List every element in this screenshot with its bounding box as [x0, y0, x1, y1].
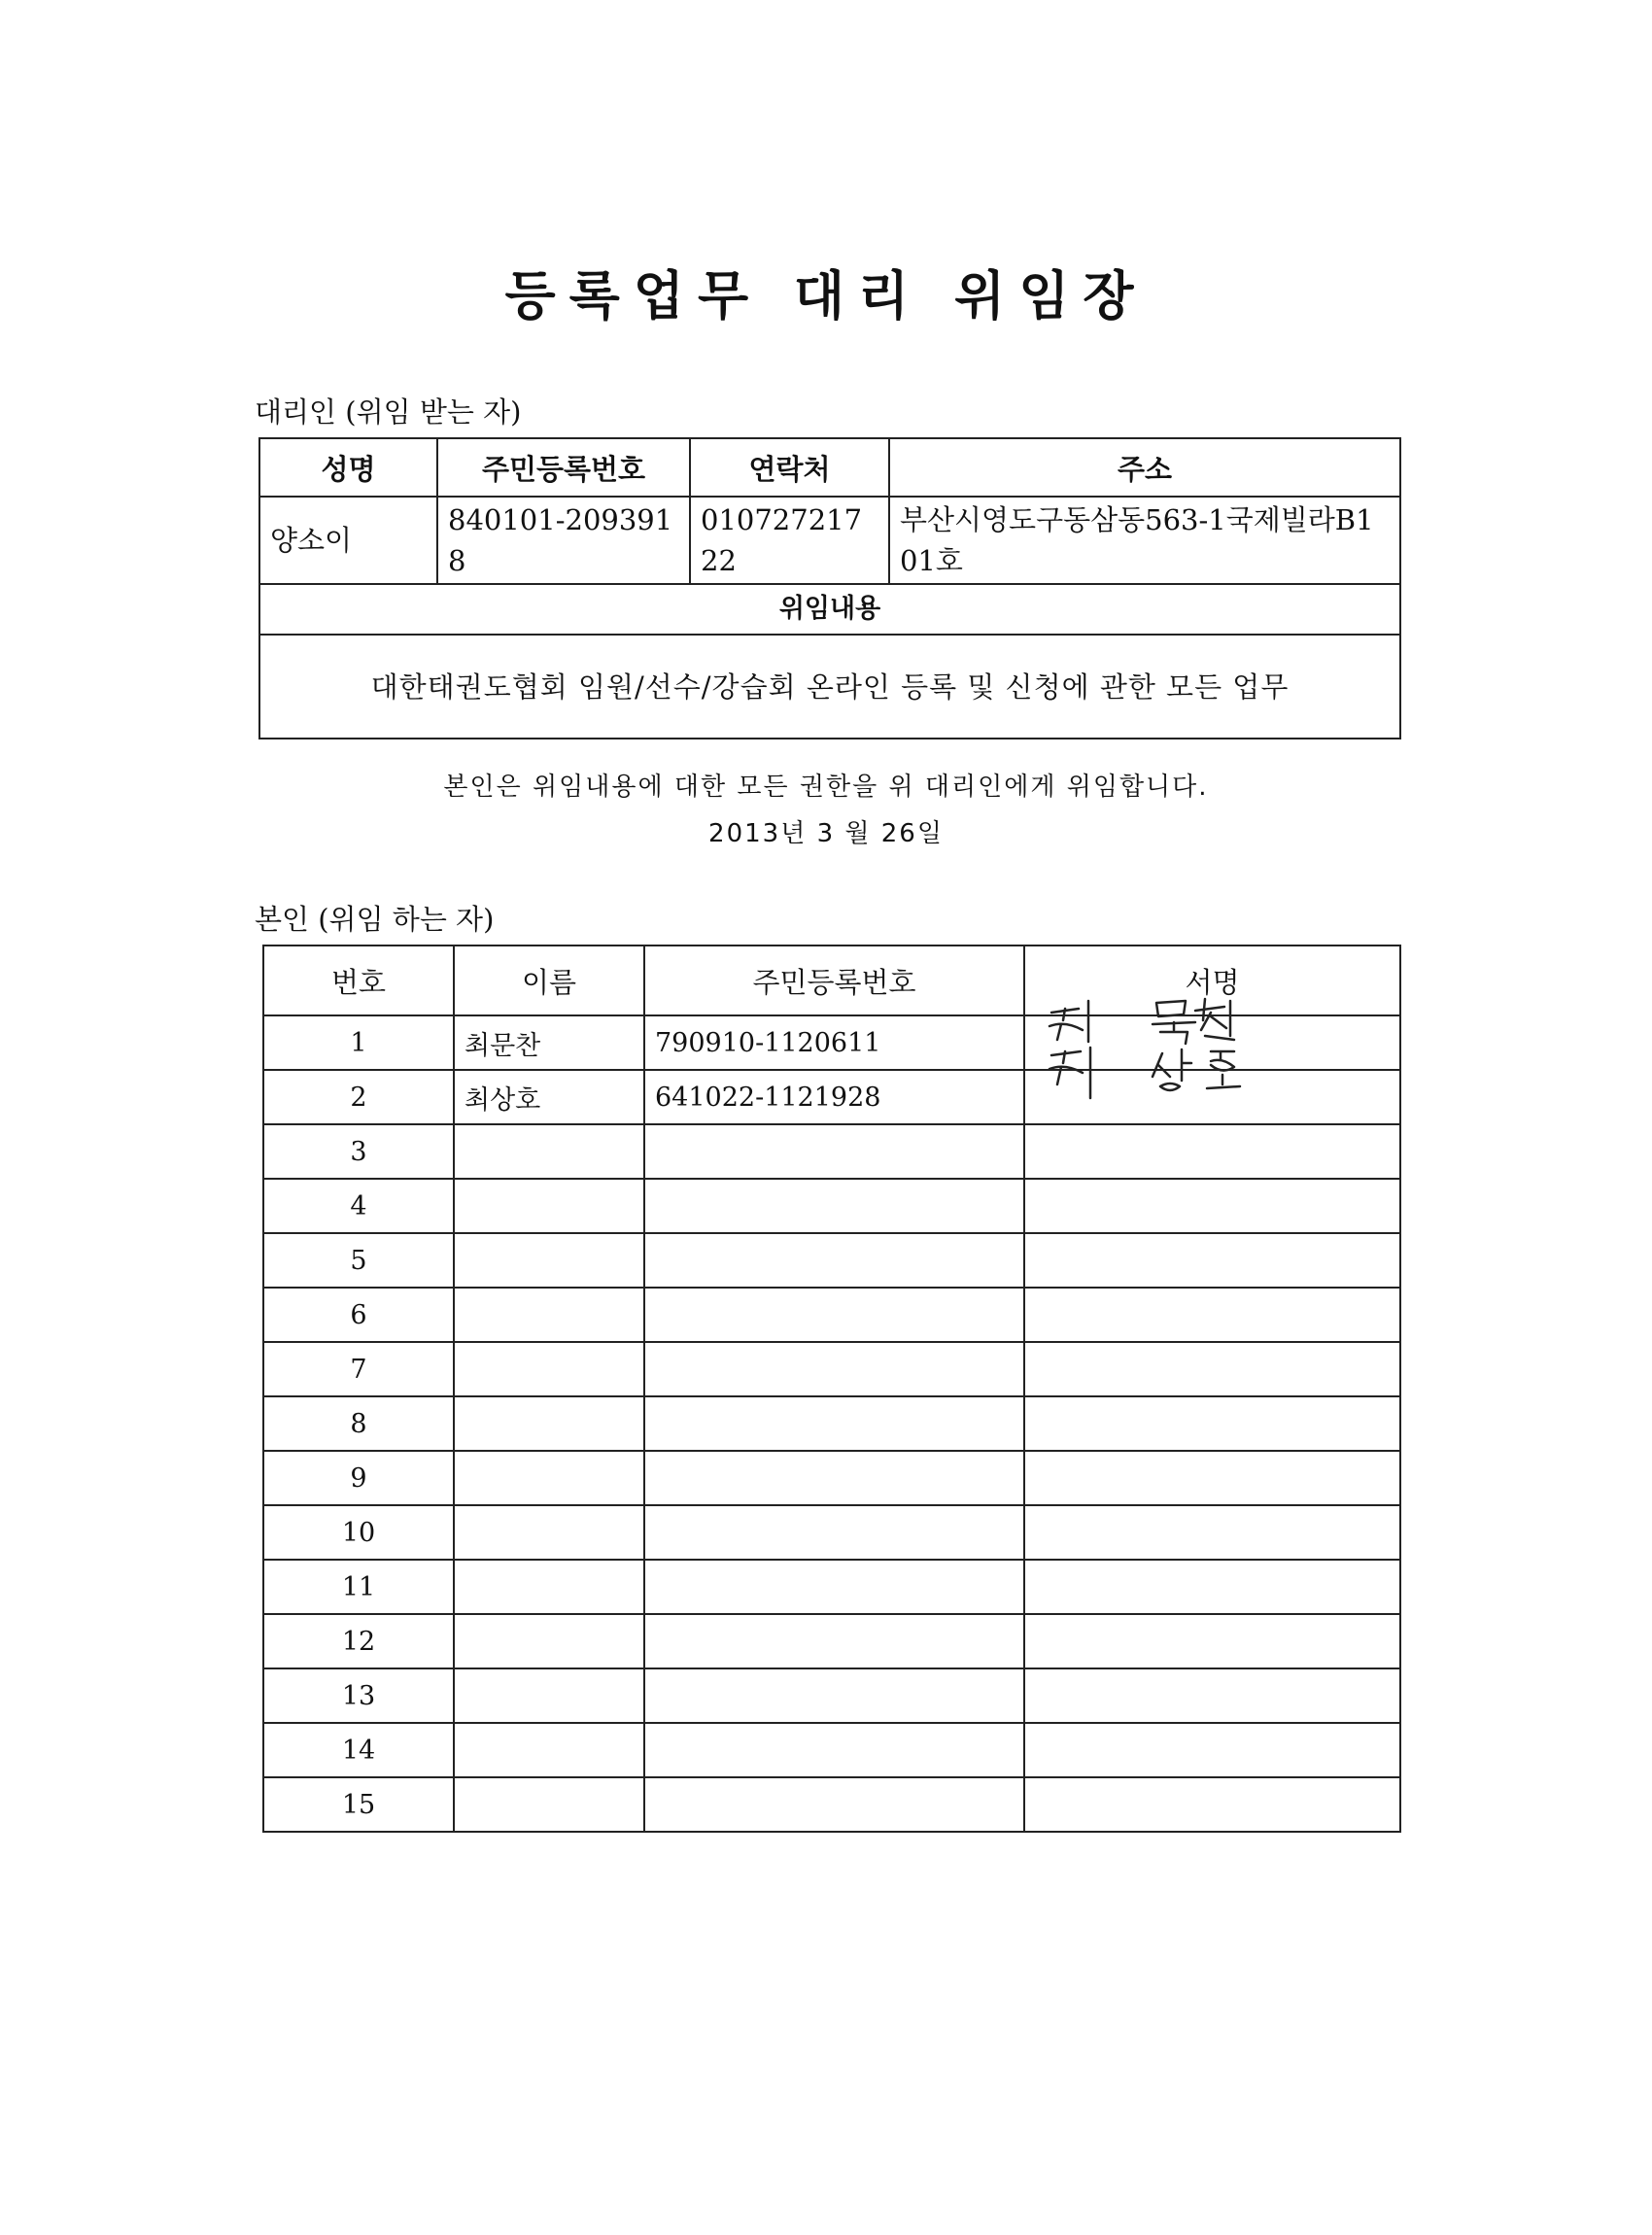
principal-signature — [1024, 1124, 1400, 1179]
principal-header-number: 번호 — [263, 946, 454, 1015]
principal-row — [263, 1777, 1400, 1832]
agent-header-address: 주소 — [889, 438, 1400, 497]
principal-signature-text — [1035, 1206, 1036, 1207]
principal-signature — [1024, 1233, 1400, 1288]
principal-number: 4 — [263, 1179, 454, 1233]
principal-signature — [1024, 1777, 1400, 1832]
principal-signature-text — [1035, 1696, 1036, 1697]
principal-header-resident-no: 주민등록번호 — [644, 946, 1024, 1015]
principal-name — [454, 1668, 644, 1723]
principal-signature-text — [1035, 1532, 1036, 1533]
principal-resident-no — [644, 1396, 1024, 1451]
principal-resident-no: 790910-1120611 — [644, 1015, 1024, 1070]
signature-stroke-2b — [1153, 1049, 1240, 1090]
mandate-content: 대한태권도협회 임원/선수/강습회 온라인 등록 및 신청에 관한 모든 업무 — [259, 635, 1400, 739]
principal-number: 15 — [263, 1777, 454, 1832]
principal-signature — [1024, 1505, 1400, 1560]
principal-name — [454, 1233, 644, 1288]
principal-number: 11 — [263, 1560, 454, 1614]
principal-row — [263, 1179, 1400, 1233]
principal-number: 9 — [263, 1451, 454, 1505]
principal-name — [454, 1723, 644, 1777]
principal-signature-text — [1035, 1750, 1036, 1751]
principal-row — [263, 1614, 1400, 1668]
mandate-content-row — [259, 635, 1400, 739]
principal-name — [454, 1396, 644, 1451]
principal-row — [263, 1288, 1400, 1342]
principal-name — [454, 1451, 644, 1505]
principal-signature — [1024, 1451, 1400, 1505]
principal-signature-text — [1035, 1478, 1036, 1479]
principal-resident-no — [644, 1777, 1024, 1832]
principal-name — [454, 1342, 644, 1396]
principal-signature-text — [1035, 1587, 1036, 1588]
principal-name: 최상호 — [454, 1070, 644, 1124]
principal-signature — [1024, 1288, 1400, 1342]
principal-row — [263, 1668, 1400, 1723]
principal-signature — [1024, 1342, 1400, 1396]
agent-name: 양소이 — [259, 497, 437, 584]
principal-resident-no — [644, 1505, 1024, 1560]
agent-table — [258, 437, 1401, 739]
principal-resident-no — [644, 1451, 1024, 1505]
principal-resident-no — [644, 1668, 1024, 1723]
principal-row — [263, 1233, 1400, 1288]
principal-signature — [1024, 1614, 1400, 1668]
signature-stroke-1b — [1153, 999, 1234, 1044]
principal-signature-text — [1035, 1097, 1036, 1098]
principal-signature-text — [1035, 1369, 1036, 1370]
principal-resident-no — [644, 1233, 1024, 1288]
agent-address: 부산시영도구동삼동563-1국제빌라B101호 — [889, 497, 1400, 584]
agent-header-name: 성명 — [259, 438, 437, 497]
agent-data-row — [259, 497, 1400, 584]
signature-stroke-2a — [1050, 1048, 1090, 1098]
agent-section-label: 대리인 (위임 받는 자) — [255, 395, 522, 429]
principal-name — [454, 1560, 644, 1614]
principal-signature — [1024, 1396, 1400, 1451]
principal-resident-no — [644, 1342, 1024, 1396]
principal-resident-no — [644, 1614, 1024, 1668]
principal-number: 3 — [263, 1124, 454, 1179]
principal-number: 12 — [263, 1614, 454, 1668]
principal-number: 1 — [263, 1015, 454, 1070]
principal-header-name: 이름 — [454, 946, 644, 1015]
handwritten-signatures — [1040, 991, 1292, 1108]
principal-signature-text — [1035, 1315, 1036, 1316]
agent-resident-no: 840101-2093918 — [437, 497, 690, 584]
principal-resident-no: 641022-1121928 — [644, 1070, 1024, 1124]
principal-row — [263, 1124, 1400, 1179]
principal-rows — [263, 1015, 1400, 1832]
principal-name: 최문찬 — [454, 1015, 644, 1070]
mandate-header-row — [259, 584, 1400, 635]
signature-stroke-1a — [1050, 1001, 1088, 1042]
principal-number: 13 — [263, 1668, 454, 1723]
principal-number: 14 — [263, 1723, 454, 1777]
principal-resident-no — [644, 1124, 1024, 1179]
principal-number: 8 — [263, 1396, 454, 1451]
agent-header-contact: 연락처 — [690, 438, 889, 497]
principal-signature — [1024, 1560, 1400, 1614]
principal-row — [263, 1505, 1400, 1560]
principal-signature-text — [1035, 1424, 1036, 1425]
agent-header-resident-no: 주민등록번호 — [437, 438, 690, 497]
principal-signature-text — [1035, 1641, 1036, 1642]
statement-block — [0, 764, 1652, 857]
agent-header-row — [259, 438, 1400, 497]
principal-signature — [1024, 1179, 1400, 1233]
principal-row — [263, 1560, 1400, 1614]
principal-number: 6 — [263, 1288, 454, 1342]
document-title: 등록업무 대리 위임장 — [504, 265, 1148, 327]
principal-row — [263, 1342, 1400, 1396]
principal-name — [454, 1777, 644, 1832]
principal-resident-no — [644, 1179, 1024, 1233]
principal-resident-no — [644, 1723, 1024, 1777]
principal-header-signature: 서명 — [1024, 946, 1400, 1015]
principal-number: 10 — [263, 1505, 454, 1560]
principal-name — [454, 1505, 644, 1560]
principal-name — [454, 1179, 644, 1233]
principal-signature — [1024, 1723, 1400, 1777]
principal-signature-text — [1035, 1043, 1036, 1044]
delegation-statement: 본인은 위임내용에 대한 모든 권한을 위 대리인에게 위임합니다. — [443, 773, 1209, 802]
principal-resident-no — [644, 1288, 1024, 1342]
document-date: 2013년 3 월 26일 — [708, 819, 944, 848]
principal-signature — [1024, 1668, 1400, 1723]
principal-row — [263, 1451, 1400, 1505]
mandate-header: 위임내용 — [259, 584, 1400, 635]
principal-row — [263, 1723, 1400, 1777]
principal-name — [454, 1614, 644, 1668]
principal-row — [263, 1396, 1400, 1451]
principal-number: 5 — [263, 1233, 454, 1288]
principal-signature-text — [1035, 1260, 1036, 1261]
agent-contact: 01072721722 — [690, 497, 889, 584]
principal-number: 2 — [263, 1070, 454, 1124]
principal-resident-no — [644, 1560, 1024, 1614]
principal-section-label: 본인 (위임 하는 자) — [255, 903, 495, 936]
principal-name — [454, 1288, 644, 1342]
principal-number: 7 — [263, 1342, 454, 1396]
principal-name — [454, 1124, 644, 1179]
